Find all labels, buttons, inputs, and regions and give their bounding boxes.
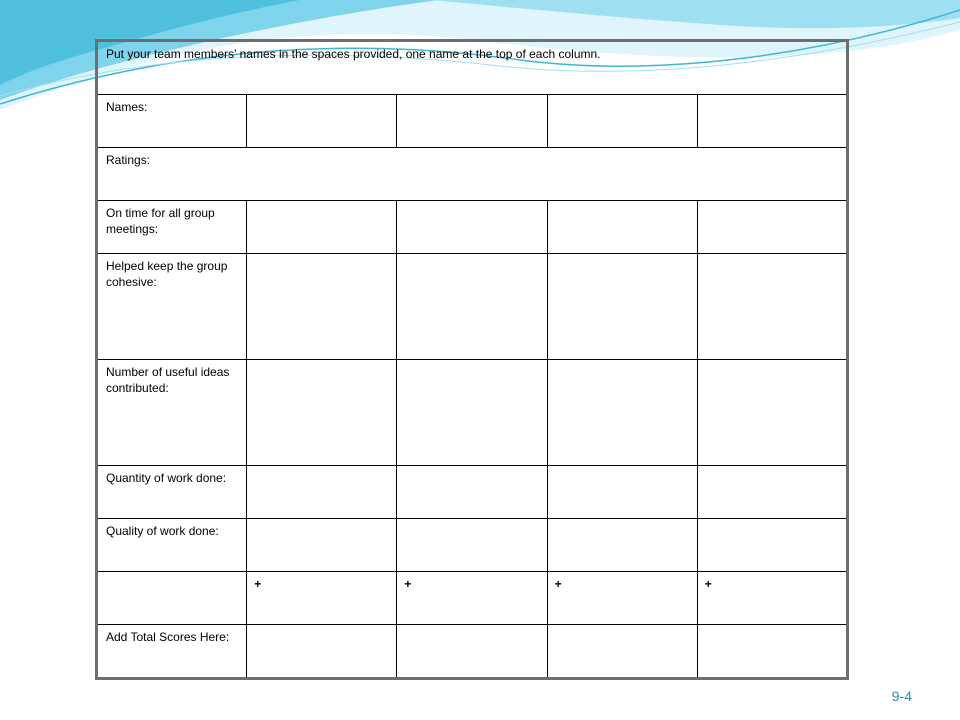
row-label-names: Names: <box>97 95 247 148</box>
plus-sign: + <box>547 572 697 625</box>
table-row <box>97 466 848 519</box>
rating-cell[interactable] <box>247 201 397 254</box>
rating-cell[interactable] <box>397 466 547 519</box>
page-number: 9-4 <box>891 688 912 704</box>
table-row <box>97 625 848 679</box>
row-label-quality: Quality of work done: <box>97 519 247 572</box>
row-label-total: Add Total Scores Here: <box>97 625 247 679</box>
row-label-cohesive: Helped keep the group cohesive: <box>97 254 247 360</box>
total-cell[interactable] <box>397 625 547 679</box>
rating-cell[interactable] <box>697 360 847 466</box>
rating-cell[interactable] <box>247 254 397 360</box>
name-cell[interactable] <box>547 95 697 148</box>
row-label-ratings: Ratings: <box>97 148 848 201</box>
name-cell[interactable] <box>697 95 847 148</box>
table-row <box>97 572 848 625</box>
row-label-ideas: Number of useful ideas contributed: <box>97 360 247 466</box>
rating-cell[interactable] <box>247 519 397 572</box>
rating-cell[interactable] <box>547 201 697 254</box>
plus-sign: + <box>397 572 547 625</box>
name-cell[interactable] <box>397 95 547 148</box>
instructions-text: Put your team members’ names in the spaces provided, one name at the top of each column. <box>97 41 848 95</box>
rating-cell[interactable] <box>397 254 547 360</box>
team-evaluation-table <box>95 39 849 680</box>
total-cell[interactable] <box>697 625 847 679</box>
table-row <box>97 95 848 148</box>
row-label-quantity: Quantity of work done: <box>97 466 247 519</box>
rating-cell[interactable] <box>547 360 697 466</box>
rating-cell[interactable] <box>397 201 547 254</box>
rating-cell[interactable] <box>397 360 547 466</box>
rating-cell[interactable] <box>247 360 397 466</box>
empty-label-cell <box>97 572 247 625</box>
name-cell[interactable] <box>247 95 397 148</box>
rating-cell[interactable] <box>697 466 847 519</box>
table-row <box>97 201 848 254</box>
rating-cell[interactable] <box>697 519 847 572</box>
table-row <box>97 254 848 360</box>
rating-cell[interactable] <box>247 466 397 519</box>
rating-cell[interactable] <box>697 254 847 360</box>
plus-sign: + <box>697 572 847 625</box>
rating-cell[interactable] <box>547 254 697 360</box>
table-row <box>97 148 848 201</box>
plus-sign: + <box>247 572 397 625</box>
table-row <box>97 519 848 572</box>
rating-cell[interactable] <box>547 466 697 519</box>
rating-cell[interactable] <box>547 519 697 572</box>
table-row <box>97 360 848 466</box>
table-row <box>97 41 848 95</box>
total-cell[interactable] <box>547 625 697 679</box>
rating-cell[interactable] <box>397 519 547 572</box>
total-cell[interactable] <box>247 625 397 679</box>
rating-cell[interactable] <box>697 201 847 254</box>
row-label-on-time: On time for all group meetings: <box>97 201 247 254</box>
